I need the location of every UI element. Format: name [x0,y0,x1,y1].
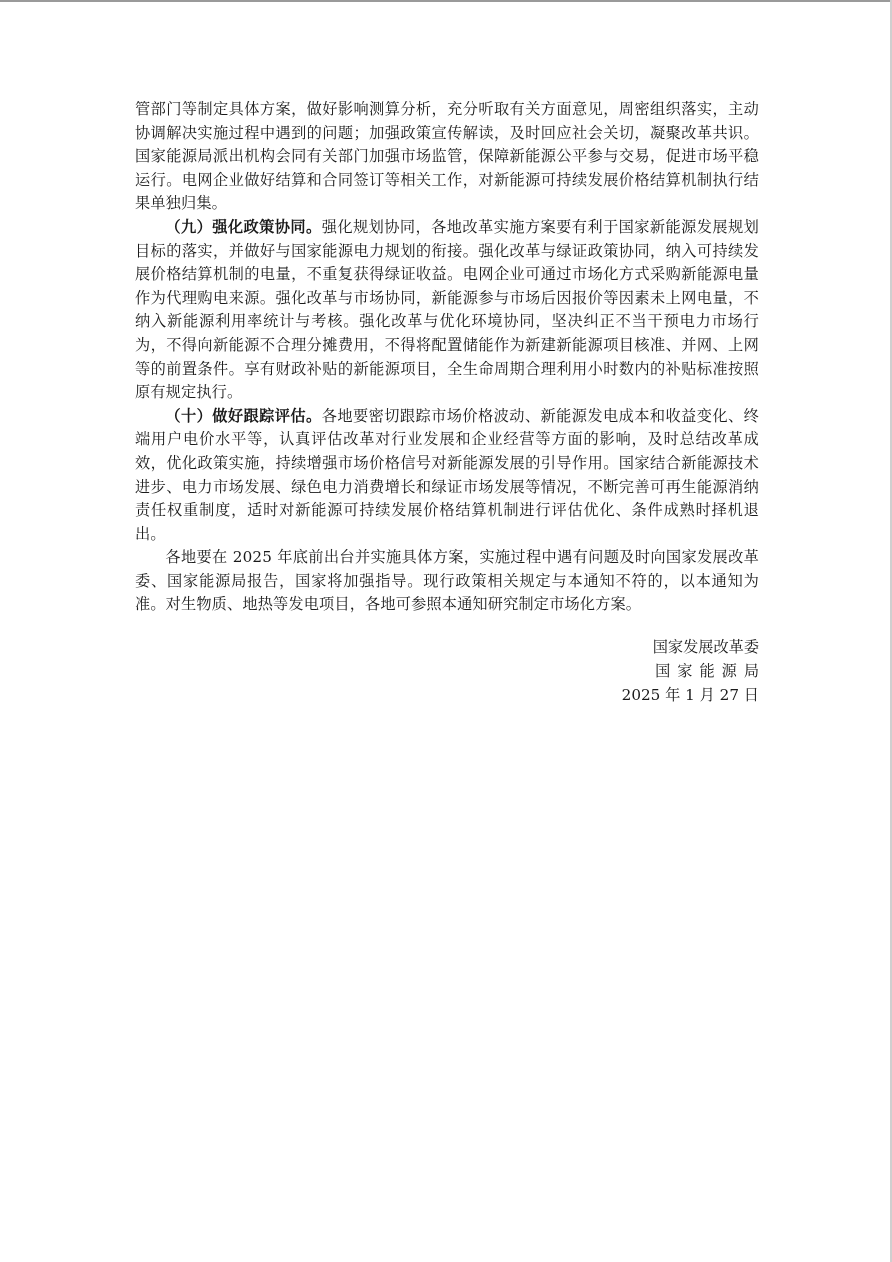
page-top-border [0,0,892,2]
paragraph-continuation: 管部门等制定具体方案，做好影响测算分析，充分听取有关方面意见，周密组织落实，主动协调解决实施过程中遇到的问题；加强政策宣传解读，及时回应社会关切，凝聚改革共识。国家能源局派出机构会同有关部门加强市场监管，保障新能源公平参与交易，促进市场平稳运行。电网企业做好结算和合同签订等相关工作，对新能源可持续发展价格结算机制执行结果单独归集。 [135,100,759,213]
signature-block [135,635,766,707]
section-body-ten: 各地要密切跟踪市场价格波动、新能源发电成本和收益变化、终端用户电价水平等，认真评估改革对行业发展和企业经营等方面的影响，及时总结改革成效，优化政策实施，持续增强市场价格信号对新能源发展的引导作用。国家结合新能源技术进步、电力市场发展、绿色电力消费增长和绿证市场发展等情况，不断完善可再生能源消纳责任权重制度，适时对新能源可持续发展价格结算机制进行评估优化、条件成熟时择机退出。 [135,406,760,543]
paragraph-tracking-evaluation [135,405,759,547]
section-heading-nine: （九）强化政策协同。 [165,217,322,236]
issuer-ndrc: 国家发展改革委 [652,638,759,657]
paragraph-policy-coordination [135,216,759,405]
section-body-nine: 强化规划协同，各地改革实施方案要有利于国家新能源发展规划目标的落实，并做好与国家能源电力规划的衔接。强化改革与绿证政策协同，纳入可持续发展价格结算机制的电量，不重复获得绿证收益。电网企业可通过市场化方式采购新能源电量作为代理购电来源。强化改革与市场协同，新能源参与市场后因报价等因素未上网电量，不纳入新能源利用率统计与考核。强化改革与优化环境协同，坚决纠正不当干预电力市场行为，不得向新能源不合理分摊费用，不得将配置储能作为新建新能源项目核准、并网、上网等的前置条件。享有财政补贴的新能源项目，全生命周期合理利用小时数内的补贴标准按照原有规定执行。 [135,217,760,402]
section-heading-ten: （十）做好跟踪评估。 [165,406,322,425]
issuer-nea: 国家能源局 [655,662,766,681]
document-body [135,98,766,707]
issue-date: 2025 年 1 月 27 日 [621,686,759,705]
paragraph-closing: 各地要在 2025 年底前出台并实施具体方案，实施过程中遇有问题及时向国家发展改革委、国家能源局报告，国家将加强指导。现行政策相关规定与本通知不符的，以本通知为准。对生物质、地热等发电项目，各地可参照本通知研究制定市场化方案。 [135,548,759,614]
